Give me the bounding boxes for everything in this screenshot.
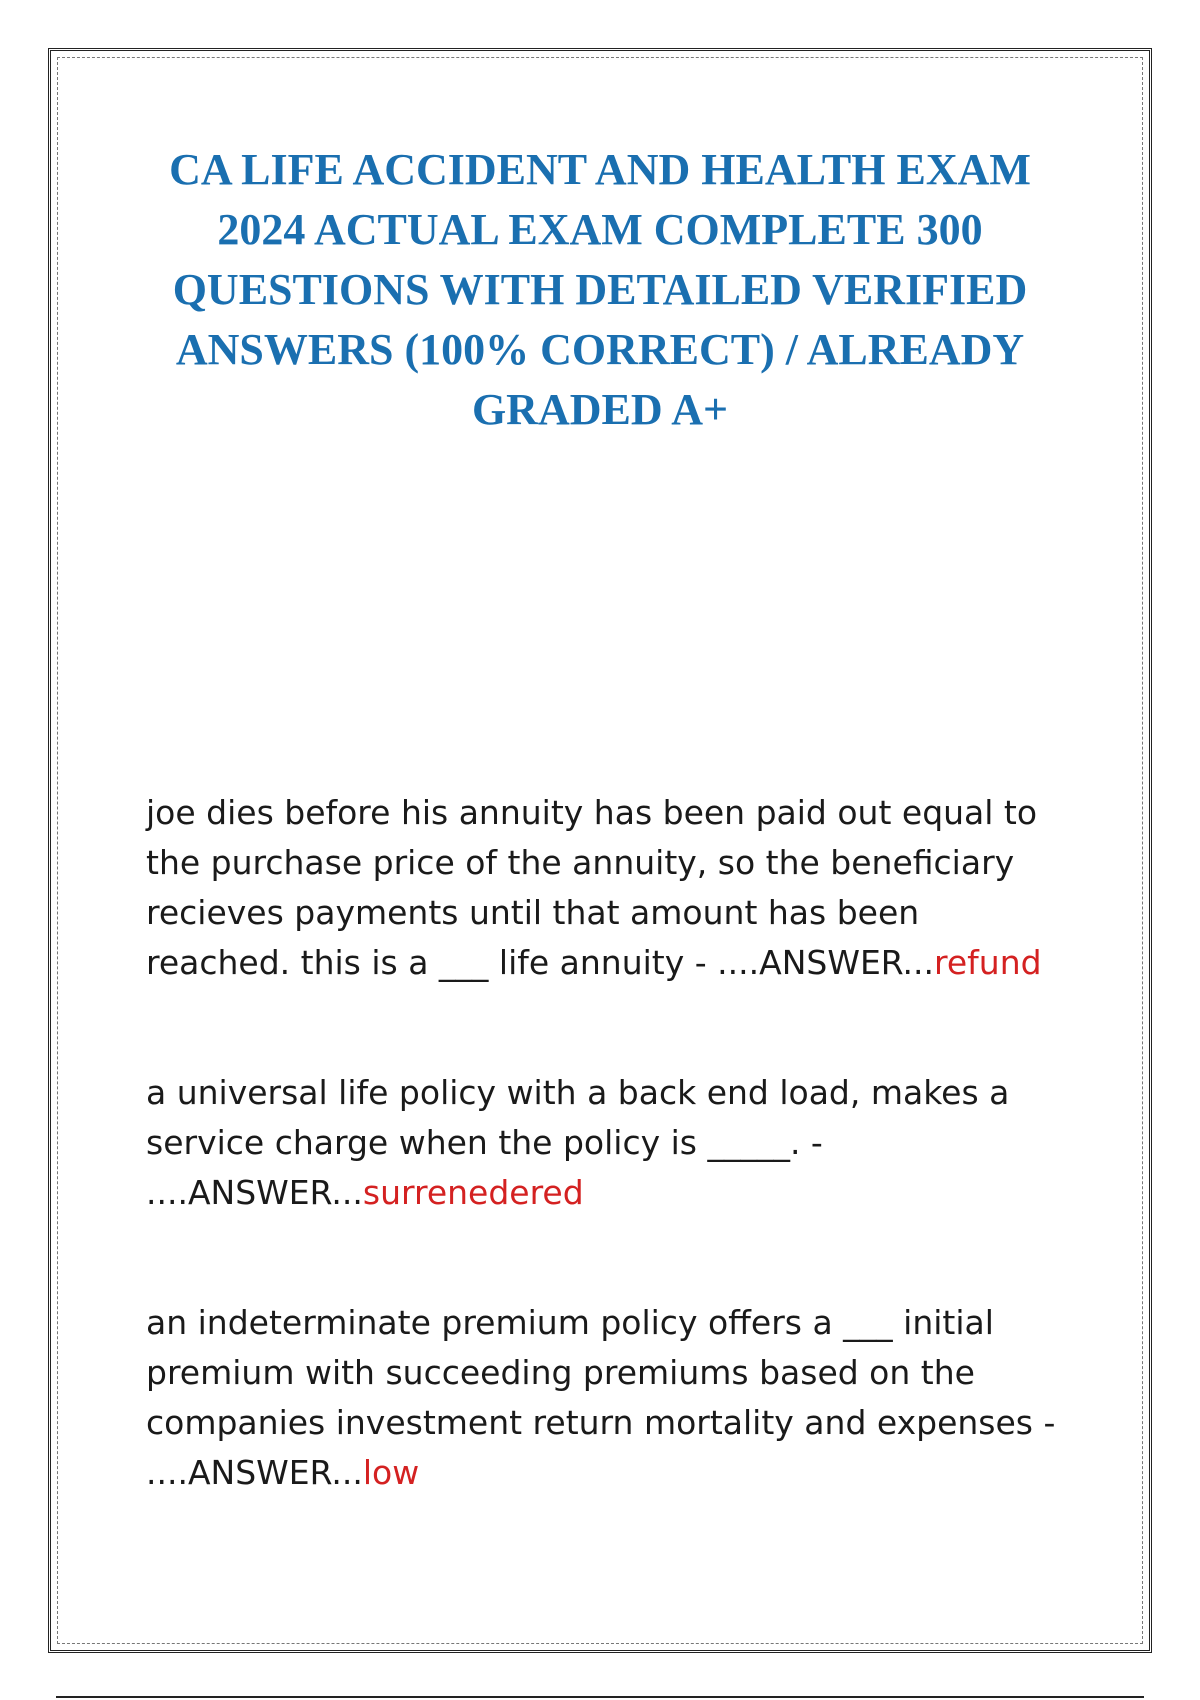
question-item-2 [146,1068,1066,1218]
question-text: a universal life policy with a back end load, makes a service charge when the policy is _____. - [146,1073,1010,1162]
footer-rule [56,1696,1144,1698]
question-text: an indeterminate premium policy offers a ___ initial premium with succeeding premiums based on the companies investment return mortality and expenses - [146,1303,1056,1442]
answer-text: refund [934,943,1042,982]
answer-text: surrenedered [362,1173,584,1212]
answer-prefix: ....ANSWER... [146,1173,363,1212]
question-text: joe dies before his annuity has been paid out equal to the purchase price of the annuity, so the beneficiary recieves payments until that amount has been reached. this is a ___ life annuity - [146,793,1038,982]
question-item-1 [146,788,1066,988]
question-list [146,788,1066,1498]
question-item-3 [146,1298,1066,1498]
document-title: CA LIFE ACCIDENT AND HEALTH EXAM 2024 ACTUAL EXAM COMPLETE 300 QUESTIONS WITH DETAILED VERIFIED ANSWERS (100% CORRECT) / ALREADY GRADED A+ [169,145,1031,434]
answer-text: low [362,1453,420,1492]
answer-prefix: ....ANSWER... [146,1453,363,1492]
answer-prefix: ....ANSWER... [717,943,935,982]
